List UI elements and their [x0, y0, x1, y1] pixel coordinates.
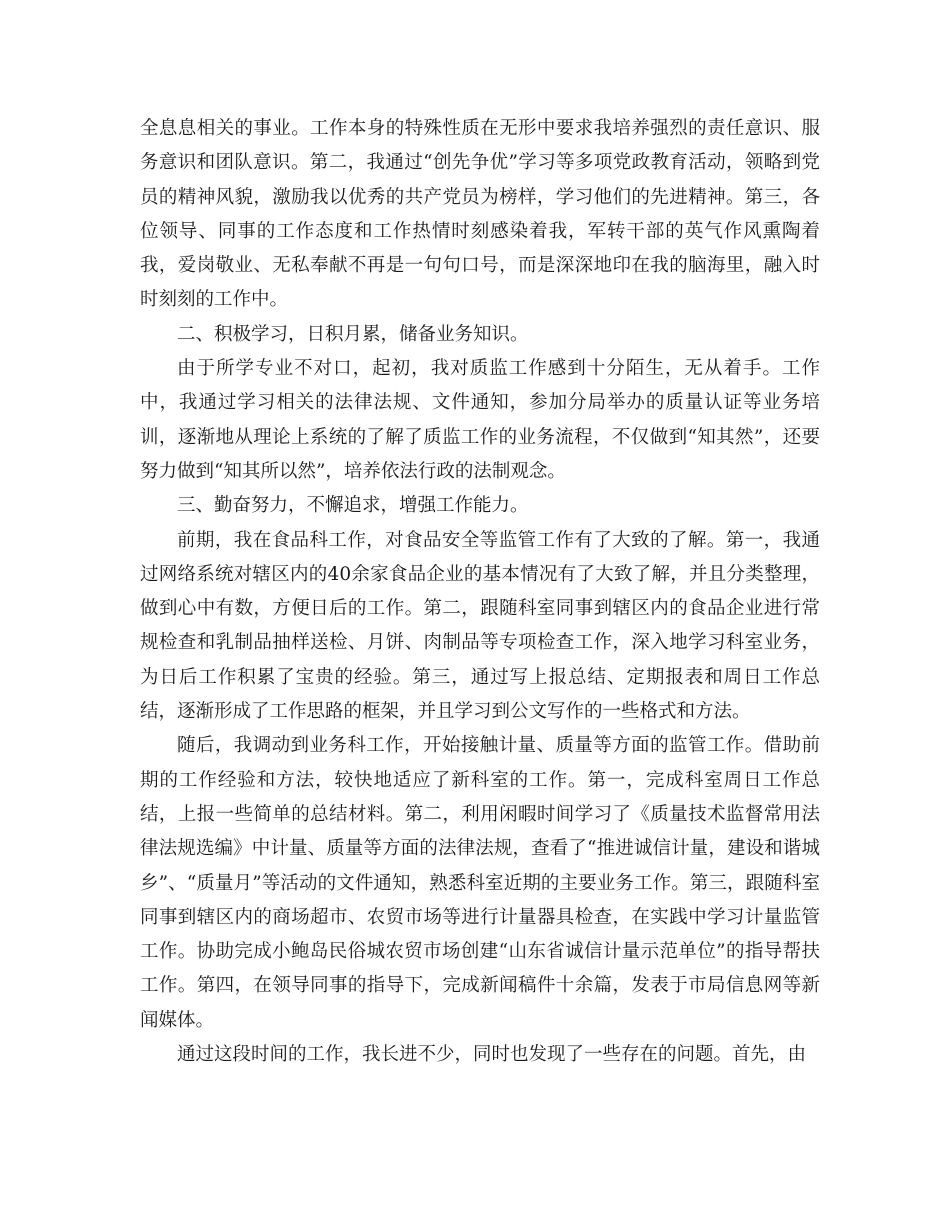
- section-heading-3: 三、勤奋努力，不懈追求，增强工作能力。: [177, 495, 529, 517]
- paragraph-business-dept: 随后，我调动到业务科工作，开始接触计量、质量等方面的监管工作。借助前期的工作经验和方法，较快地适应了新科室的工作。第一，完成科室周日工作总结，上报一些简单的总结材料。第二，利用闲暇时间学习了《质量技术监督常用法律法规选编》中计量、质量等方面的法律法规，查看了“推进诚信计量，建设和谐城乡”、“质量月”等活动的文件通知，熟悉科室近期的主要业务工作。第三，跟随科室同事到辖区内的商场超市、农贸市场等进行计量器具检查，在实践中学习计量监管工作。协助完成小鲍岛民俗城农贸市场创建“山东省诚信计量示范单位”的指导帮扶工作。第四，在领导同事的指导下，完成新闻稿件十余篇，发表于市局信息网等新闻媒体。: [140, 735, 820, 1031]
- document-body: [140, 112, 820, 1072]
- section-heading-2: 二、积极学习，日积月累，储备业务知识。: [177, 323, 529, 345]
- paragraph-problems: 通过这段时间的工作，我长进不少，同时也发现了一些存在的问题。首先，由: [177, 1044, 807, 1066]
- paragraph-learning: 由于所学专业不对口，起初，我对质监工作感到十分陌生，无从着手。工作中，我通过学习相关的法律法规、文件通知，参加分局举办的质量认证等业务培训，逐渐地从理论上系统的了解了质监工作的业务流程，不仅做到“知其然”，还要努力做到“知其所以然”，培养依法行政的法制观念。: [140, 358, 820, 482]
- paragraph-food-dept: 前期，我在食品科工作，对食品安全等监管工作有了大致的了解。第一，我通过网络系统对辖区内的40余家食品企业的基本情况有了大致了解，并且分类整理，做到心中有数，方便日后的工作。第二，跟随科室同事到辖区内的食品企业进行常规检查和乳制品抽样送检、月饼、肉制品等专项检查工作，深入地学习科室业务，为日后工作积累了宝贵的经验。第三，通过写上报总结、定期报表和周日工作总结，逐渐形成了工作思路的框架，并且学习到公文写作的一些格式和方法。: [140, 529, 820, 723]
- paragraph-continuation: 全息息相关的事业。工作本身的特殊性质在无形中要求我培养强烈的责任意识、服务意识和团队意识。第二，我通过“创先争优”学习等多项党政教育活动，领略到党员的精神风貌，激励我以优秀的共产党员为榜样，学习他们的先进精神。第三，各位领导、同事的工作态度和工作热情时刻感染着我，军转干部的英气作风熏陶着我，爱岗敬业、无私奉献不再是一句句口号，而是深深地印在我的脑海里，融入时时刻刻的工作中。: [140, 118, 820, 311]
